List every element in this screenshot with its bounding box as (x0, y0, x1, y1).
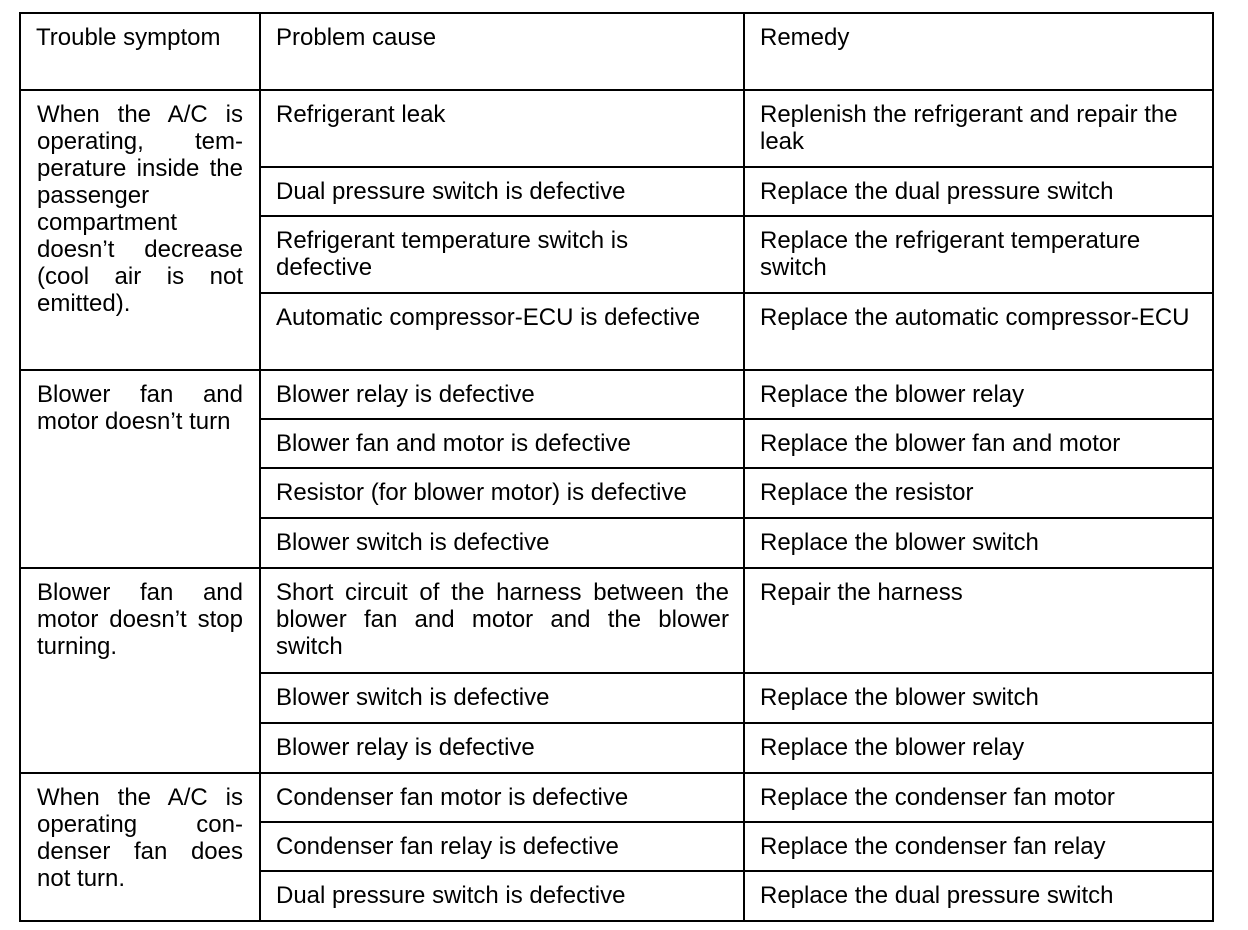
trouble-symptom-cell: Blower fan and motor doesn’t turn (20, 370, 260, 568)
remedy-cell: Replace the blower fan and motor (744, 419, 1213, 468)
header-row (20, 13, 1213, 90)
remedy-cell: Replenish the refrigerant and repair the leak (744, 90, 1213, 167)
remedy-cell: Replace the condenser fan relay (744, 822, 1213, 871)
problem-cause-cell: Refrigerant leak (260, 90, 744, 167)
trouble-symptom-cell: When the A/C is operating, temperature inside the passenger compartment doesn’t decrease (cool air is not emitted). (20, 90, 260, 370)
table-row (20, 773, 1213, 822)
remedy-cell: Replace the refrigerant temperature switch (744, 216, 1213, 293)
remedy-cell: Replace the blower relay (744, 723, 1213, 773)
header-problem-cause: Problem cause (260, 13, 744, 90)
trouble-symptom-cell: Blower fan and motor doesn’t stop turning. (20, 568, 260, 773)
header-remedy: Remedy (744, 13, 1213, 90)
problem-cause-cell: Blower switch is defective (260, 673, 744, 723)
remedy-cell: Replace the dual pressure switch (744, 871, 1213, 921)
remedy-cell: Replace the dual pressure switch (744, 167, 1213, 216)
problem-cause-cell: Dual pressure switch is defective (260, 871, 744, 921)
problem-cause-cell: Resistor (for blower motor) is defective (260, 468, 744, 518)
remedy-cell: Replace the blower switch (744, 673, 1213, 723)
troubleshooting-table (19, 12, 1214, 922)
problem-cause-cell: Blower switch is defective (260, 518, 744, 568)
table-row (20, 90, 1213, 167)
problem-cause-cell: Condenser fan relay is defective (260, 822, 744, 871)
problem-cause-cell: Short circuit of the harness between the blower fan and motor and the blower switch (260, 568, 744, 673)
problem-cause-cell: Blower relay is defective (260, 370, 744, 419)
problem-cause-cell: Automatic compressor-ECU is defective (260, 293, 744, 370)
remedy-cell: Repair the harness (744, 568, 1213, 673)
problem-cause-cell: Refrigerant temperature switch is defective (260, 216, 744, 293)
remedy-cell: Replace the blower relay (744, 370, 1213, 419)
remedy-cell: Replace the automatic compressor-ECU (744, 293, 1213, 370)
problem-cause-cell: Blower fan and motor is defective (260, 419, 744, 468)
table-row (20, 568, 1213, 673)
remedy-cell: Replace the blower switch (744, 518, 1213, 568)
table-row (20, 370, 1213, 419)
problem-cause-cell: Condenser fan motor is defective (260, 773, 744, 822)
problem-cause-cell: Dual pressure switch is defective (260, 167, 744, 216)
remedy-cell: Replace the resistor (744, 468, 1213, 518)
problem-cause-cell: Blower relay is defective (260, 723, 744, 773)
trouble-symptom-cell: When the A/C is operating condenser fan does not turn. (20, 773, 260, 921)
header-trouble-symptom: Trouble symptom (20, 13, 260, 90)
remedy-cell: Replace the condenser fan motor (744, 773, 1213, 822)
